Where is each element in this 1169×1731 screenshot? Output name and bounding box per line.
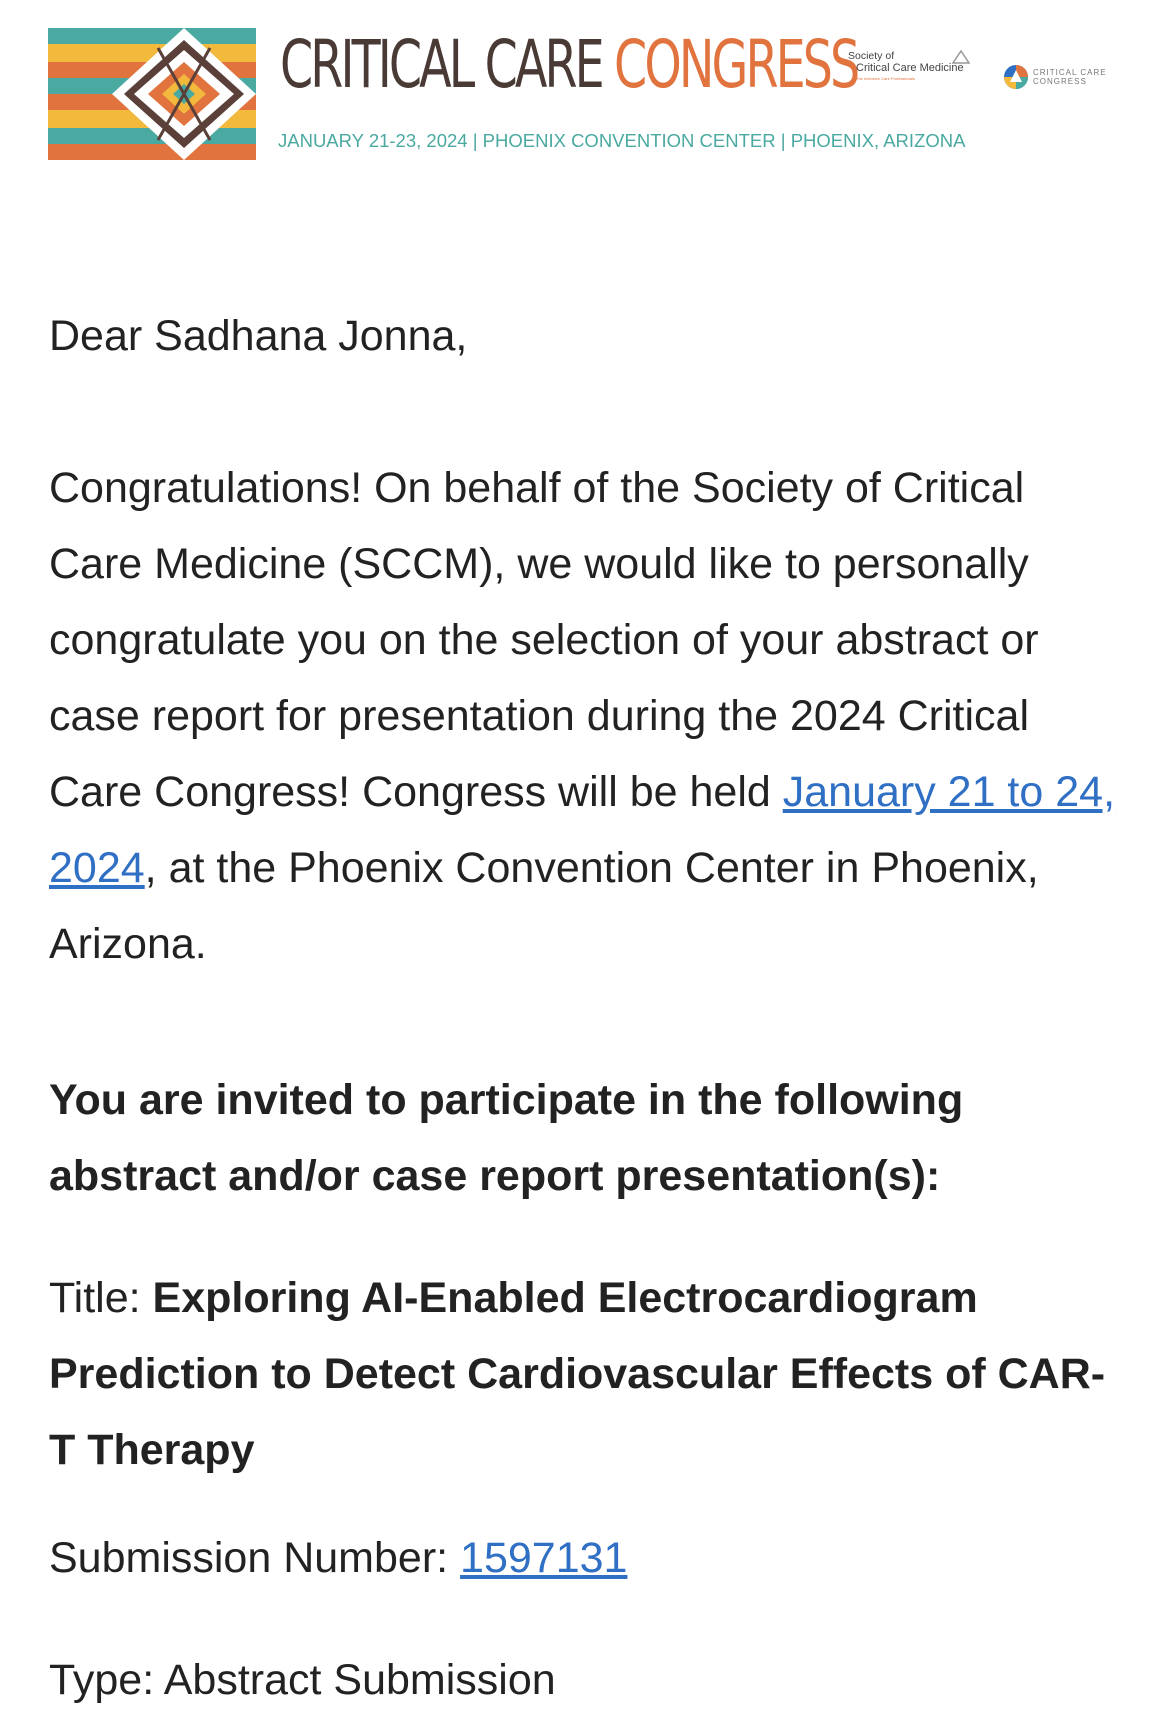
sccm-mountain-icon [952, 50, 970, 64]
type-label: Type: [49, 1656, 164, 1704]
submission-number-link[interactable]: 1597131 [460, 1534, 628, 1582]
sccm-logo-tagline: The Intensive Care Professionals [856, 76, 915, 81]
presentation-title [49, 1260, 1129, 1488]
congress-title [280, 26, 858, 103]
invitation-heading: You are invited to participate in the following abstract and/or case report presentation(s): [49, 1076, 964, 1200]
event-date-link[interactable]: January 21 to 24, 2024 [49, 768, 1116, 892]
type-value: Abstract Submission [163, 1656, 556, 1704]
congress-circle-icon [1003, 64, 1029, 90]
sccm-logo-line1: Society of [848, 50, 895, 62]
event-banner [48, 28, 1128, 162]
title-label: Title: [49, 1274, 153, 1322]
congress-logo-text [1033, 68, 1107, 86]
submission-label: Submission Number: [49, 1534, 461, 1582]
congress-logo-line1: CRITICAL CARE [1033, 68, 1107, 77]
submission-type [49, 1642, 1129, 1718]
congress-title-part1: CRITICAL CARE [280, 26, 602, 103]
congress-dates-location: JANUARY 21-23, 2024 | PHOENIX CONVENTION CENTER | PHOENIX, ARIZONA [278, 130, 966, 151]
paragraph-text-part1: Congratulations! On behalf of the Society of Critical Care Medicine (SCCM), we would like to personally congratulate you on the selection of your abstract or case report for presentation during the 2024 Critical Care Congress! Congress will be held [49, 464, 1039, 816]
sccm-logo [848, 50, 978, 90]
title-value: Exploring AI-Enabled Electrocardiogram Prediction to Detect Cardiovascular Effects of CAR- T Therapy [49, 1274, 1106, 1474]
critical-care-congress-logo [1003, 64, 1123, 94]
sccm-logo-line2: Critical Care Medicine [856, 62, 964, 74]
congress-logo-graphic [48, 28, 256, 160]
congress-title-part2: CONGRESS [614, 26, 858, 103]
paragraph-text-part2: , at the Phoenix Convention Center in Phoenix, Arizona. [49, 844, 1039, 968]
submission-number [49, 1520, 1129, 1596]
congratulations-paragraph [49, 450, 1129, 982]
congress-logo-line2: CONGRESS [1033, 77, 1087, 86]
greeting: Dear Sadhana Jonna, [49, 312, 468, 360]
